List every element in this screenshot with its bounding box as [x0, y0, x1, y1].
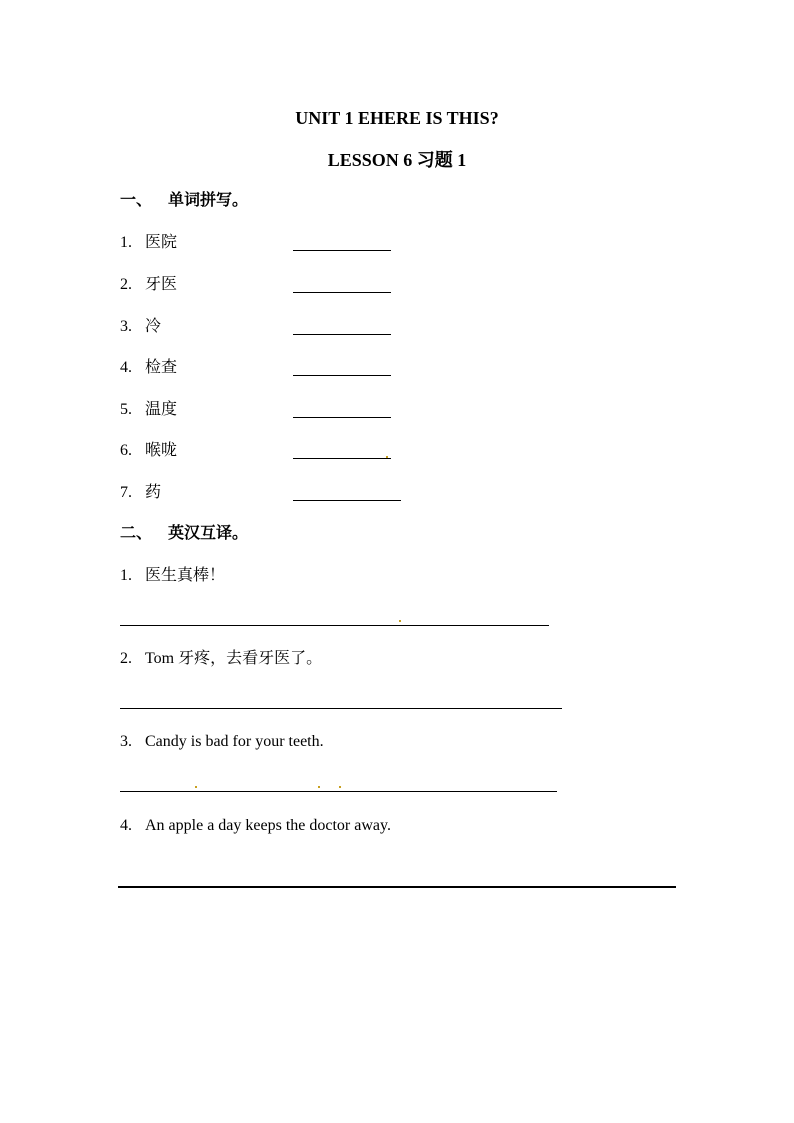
section-1-heading	[120, 191, 248, 211]
vocab-word: 喉咙	[145, 442, 178, 459]
vocab-answer-blank[interactable]	[293, 500, 401, 501]
vocab-word: 温度	[145, 401, 178, 418]
section-1-title: 单词拼写。	[168, 192, 249, 209]
translation-index: 3.	[120, 733, 132, 750]
vocab-word: 冷	[145, 318, 162, 335]
section-2-heading	[120, 524, 248, 544]
vocab-word: 医院	[145, 234, 178, 251]
answer-line[interactable]	[120, 708, 562, 709]
translation-item	[120, 816, 391, 836]
lesson-title: LESSON 6 习题 1	[327, 150, 467, 170]
translation-prompt: 医生真棒！	[145, 567, 226, 584]
translation-index: 4.	[120, 817, 132, 834]
translation-prompt: Tom 牙疼，去看牙医了。	[145, 650, 323, 667]
vocab-item	[120, 275, 420, 297]
ink-speck	[339, 786, 341, 788]
vocab-answer-blank[interactable]	[293, 334, 391, 335]
translation-index: 1.	[120, 567, 132, 584]
translation-prompt: Candy is bad for your teeth.	[145, 733, 324, 750]
vocab-word: 药	[145, 484, 162, 501]
ink-speck	[318, 786, 320, 788]
translation-prompt: An apple a day keeps the doctor away.	[145, 817, 391, 834]
vocab-answer-blank[interactable]	[293, 292, 391, 293]
vocab-index: 6.	[120, 442, 132, 459]
vocab-index: 7.	[120, 484, 132, 501]
ink-speck	[195, 786, 197, 788]
vocab-answer-blank[interactable]	[293, 417, 391, 418]
section-1-number: 一、	[120, 192, 153, 209]
vocab-word: 检查	[145, 359, 178, 376]
ink-speck	[386, 456, 388, 458]
translation-item	[120, 649, 322, 669]
vocab-item	[120, 317, 420, 339]
vocab-item	[120, 400, 420, 422]
translation-item	[120, 732, 324, 752]
ink-speck	[399, 620, 401, 622]
unit-title: UNIT 1 EHERE IS THIS?	[295, 108, 499, 128]
vocab-index: 3.	[120, 318, 132, 335]
vocab-answer-blank[interactable]	[293, 458, 391, 459]
vocab-item	[120, 441, 420, 463]
vocab-index: 5.	[120, 401, 132, 418]
section-2-number: 二、	[120, 525, 153, 542]
vocab-answer-blank[interactable]	[293, 375, 391, 376]
vocab-word: 牙医	[145, 276, 178, 293]
answer-line-final[interactable]	[118, 886, 676, 888]
vocab-index: 2.	[120, 276, 132, 293]
vocab-item	[120, 358, 420, 380]
translation-item	[120, 566, 225, 586]
vocab-index: 1.	[120, 234, 132, 251]
vocab-answer-blank[interactable]	[293, 250, 391, 251]
vocab-index: 4.	[120, 359, 132, 376]
answer-line[interactable]	[120, 625, 549, 626]
translation-index: 2.	[120, 650, 132, 667]
vocab-item	[120, 233, 420, 255]
section-2-title: 英汉互译。	[168, 525, 249, 542]
answer-line[interactable]	[120, 791, 557, 792]
vocab-item	[120, 483, 420, 505]
